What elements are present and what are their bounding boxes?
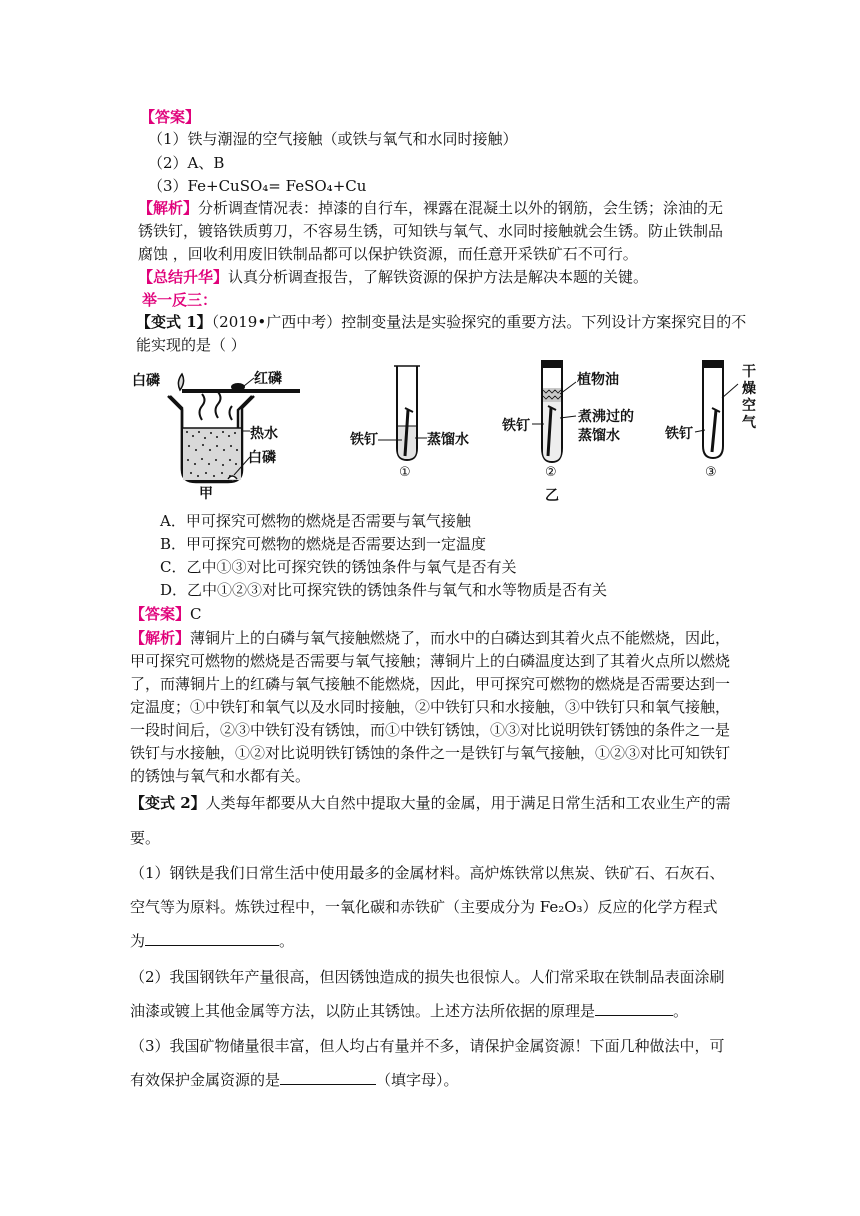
label-tube-3: ③ bbox=[705, 465, 717, 480]
analysis-2-line: 甲可探究可燃物的燃烧是否需要与氧气接触；薄铜片上的白磷温度达到了其着火点所以燃烧 bbox=[130, 652, 731, 670]
label-nail-3: 铁钉 bbox=[665, 426, 693, 442]
label-dry-air-2: 燥 bbox=[742, 381, 756, 397]
label-dry-air-4: 气 bbox=[742, 415, 756, 431]
label-nail-2: 铁钉 bbox=[502, 418, 530, 434]
beaker-apparatus bbox=[132, 370, 300, 502]
analysis-2-line: 定温度；①中铁钉和氧气以及水同时接触，②中铁钉只和水接触，③中铁钉只和氧气接触， bbox=[130, 698, 731, 716]
answer-item-2: （2）A、B bbox=[148, 154, 225, 172]
label-dry-air-3: 空 bbox=[742, 398, 756, 414]
variant-2-text: 人类每年都要从大自然中提取大量的金属，用于满足日常生活和工农业生产的需 bbox=[205, 794, 731, 812]
analysis-2-line: 铁钉与水接触，①②对比说明铁钉锈蚀的条件之一是铁钉与氧气接触，①②③对比可知铁钉 bbox=[130, 744, 731, 762]
option-b: B．甲可探究可燃物的燃烧是否需要达到一定温度 bbox=[160, 535, 487, 553]
answer-blank-2[interactable] bbox=[595, 1001, 673, 1016]
question-3-line: （3）我国矿物储量很丰富，但人均占有量并不多，请保护金属资源！下面几种做法中，可 bbox=[130, 1037, 725, 1055]
answer-blank-3[interactable] bbox=[280, 1070, 376, 1085]
label-white-phosphorus-bottom: 白磷 bbox=[248, 450, 276, 466]
answer-2 bbox=[130, 603, 202, 625]
label-jia: 甲 bbox=[199, 486, 213, 502]
answer-2-tag: 【答案】 bbox=[130, 605, 191, 623]
analysis-2-tag: 【解析】 bbox=[130, 629, 191, 647]
label-vegetable-oil: 植物油 bbox=[577, 372, 619, 388]
analysis-2-line: 薄铜片上的白磷与氧气接触燃烧了，而水中的白磷达到其着火点不能燃烧，因此， bbox=[190, 629, 731, 647]
answer-blank-1[interactable] bbox=[145, 931, 279, 946]
answer-item-1: （1）铁与潮湿的空气接触（或铁与氧气和水同时接触） bbox=[148, 130, 518, 148]
question-1-suffix: 。 bbox=[279, 932, 295, 950]
question-3-suffix: （填字母）。 bbox=[376, 1071, 459, 1089]
label-red-phosphorus: 红磷 bbox=[254, 371, 282, 387]
option-d: D．乙中①②③对比可探究铁的锈蚀条件与氧气和水等物质是否有关 bbox=[160, 581, 608, 599]
flame-icon bbox=[178, 374, 183, 390]
analysis-2-paragraph bbox=[130, 627, 730, 649]
label-boiled-water-line2: 蒸馏水 bbox=[578, 428, 620, 444]
question-3-prefix: 有效保护金属资源的是 bbox=[130, 1071, 281, 1089]
label-tube-1: ① bbox=[399, 465, 411, 480]
test-tube-3 bbox=[664, 360, 757, 480]
question-1-line: 空气等为原料。炼铁过程中，一氧化碳和赤铁矿（主要成分为 Fe₂O₃）反应的化学方程式 bbox=[130, 898, 718, 916]
question-2-prefix: 油漆或镀上其他金属等方法，以防止其锈蚀。上述方法所依据的原理是 bbox=[130, 1002, 596, 1020]
summary-text: 认真分析调查报告，了解铁资源的保护方法是解决本题的关键。 bbox=[228, 268, 649, 286]
label-yi: 乙 bbox=[545, 488, 559, 503]
summary-tag: 【总结升华】 bbox=[138, 268, 229, 286]
analysis-2-line: 了，而薄铜片上的红磷与氧气接触不能燃烧，因此，甲可探究可燃物的燃烧是否需要达到一 bbox=[130, 675, 731, 693]
variant-1-tag: 【变式 1】 bbox=[136, 313, 212, 331]
option-c: C．乙中①③对比可探究铁的锈蚀条件与氧气是否有关 bbox=[160, 558, 517, 576]
red-phosphorus bbox=[231, 383, 245, 391]
question-2-line: （2）我国钢铁年产量很高，但因锈蚀造成的损失也很惊人。人们常采取在铁制品表面涂刷 bbox=[130, 968, 725, 986]
variant-1-question bbox=[136, 311, 746, 333]
summary-paragraph bbox=[138, 266, 648, 288]
analysis-line: 锈铁钉，镀铬铁质剪刀，不容易生锈，可知铁与氧气、水同时接触就会生锈。防止铁制品 bbox=[138, 222, 724, 240]
test-tube-2 bbox=[501, 360, 634, 503]
test-tube-1 bbox=[349, 366, 469, 480]
analysis-line: 腐蚀 ，回收利用废旧铁制品都可以保护铁资源，而任意开采铁矿石不可行。 bbox=[138, 245, 638, 263]
question-2-answer-line bbox=[130, 1000, 688, 1022]
label-nail-1: 铁钉 bbox=[350, 432, 378, 448]
variant-2-tag: 【变式 2】 bbox=[130, 794, 206, 812]
section-title: 举一反三： bbox=[142, 291, 218, 309]
analysis-paragraph-1 bbox=[138, 197, 723, 219]
label-distilled-water: 蒸馏水 bbox=[427, 432, 469, 448]
label-boiled-water-line1: 煮沸过的 bbox=[578, 409, 634, 425]
answer-heading bbox=[140, 106, 200, 128]
hot-water bbox=[183, 428, 241, 480]
variant-2-text: 要。 bbox=[130, 829, 161, 847]
variant-2-question bbox=[130, 792, 731, 814]
option-a: A．甲可探究可燃物的燃烧是否需要与氧气接触 bbox=[160, 512, 471, 530]
analysis-2-line: 一段时间后，②③中铁钉没有锈蚀，而①中铁钉锈蚀，①③对比说明铁钉锈蚀的条件之一是 bbox=[130, 721, 731, 739]
question-1-prefix: 为 bbox=[130, 932, 146, 950]
label-dry-air-1: 干 bbox=[742, 364, 756, 380]
question-1-answer-line bbox=[130, 930, 294, 952]
answer-item-3: （3）Fe+CuSO₄= FeSO₄+Cu bbox=[148, 177, 367, 195]
question-3-answer-line bbox=[130, 1069, 459, 1091]
answer-2-value: C bbox=[190, 605, 202, 623]
variant-1-text: （2019•广西中考）控制变量法是实验探究的重要方法。下列设计方案探究目的不 bbox=[211, 313, 747, 331]
question-2-suffix: 。 bbox=[673, 1002, 689, 1020]
label-hot-water: 热水 bbox=[250, 426, 278, 442]
experiment-figure bbox=[130, 358, 770, 503]
question-1-line: （1）钢铁是我们日常生活中使用最多的金属材料。高炉炼铁常以焦炭、铁矿石、石灰石、 bbox=[130, 864, 725, 882]
label-tube-2: ② bbox=[545, 465, 557, 480]
analysis-2-line: 的锈蚀与氧气和水都有关。 bbox=[130, 767, 311, 785]
analysis-line: 分析调查情况表：掉漆的自行车，裸露在混凝土以外的钢筋，会生锈；涂油的无 bbox=[198, 199, 724, 217]
analysis-tag: 【解析】 bbox=[138, 199, 199, 217]
variant-1-text: 能实现的是（ ） bbox=[136, 336, 246, 354]
label-white-phosphorus-top: 白磷 bbox=[132, 373, 160, 389]
answer-tag: 【答案】 bbox=[140, 108, 201, 126]
